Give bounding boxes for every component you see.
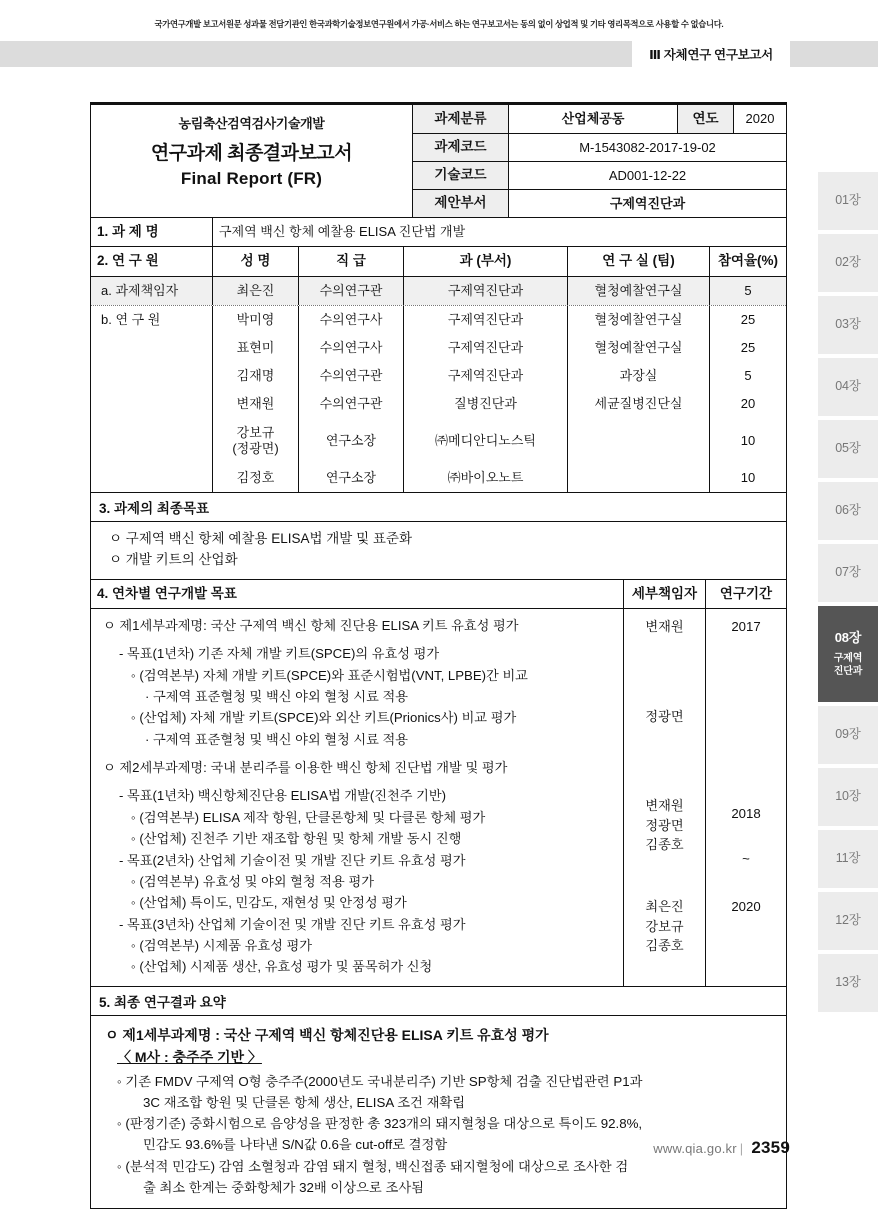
table-row [91,390,786,418]
summary-item-line: 민감도 93.6%를 나타낸 S/N값 0.6을 cut-off로 결정함 [143,1137,448,1153]
final-goal-item: ㅇ 구제역 백신 항체 예찰용 ELISA법 개발 및 표준화 [109,531,413,546]
goal-owner-name: 변재원 정광면 김종호 [645,797,684,853]
annual-goal-owners [624,609,706,986]
footer-site-url[interactable]: www.qia.go.kr [653,1141,737,1156]
goal-line: ◦ (산업체) 자체 개발 키트(SPCE)와 외산 키트(Prionics사) 비교 평가 [131,710,517,726]
researcher-rate: 5 [710,277,786,305]
final-goal-item: ㅇ 개발 키트의 산업화 [109,551,238,567]
annual-goal-lines [91,609,624,986]
goal-period-value: 2020 [731,898,761,914]
goal-owner-name: 최은진 강보규 김종호 [645,898,684,954]
column-header-period: 연구기간 [719,585,773,601]
researcher-role: b. 연 구 원 [91,306,213,334]
section-5-body [91,1016,786,1208]
report-title-main: 연구과제 최종결과보고서 [150,143,353,164]
goal-owner-name: 변재원 [645,618,684,634]
summary-item-line: ◦ 기존 FMDV 구제역 O형 충주주(2000년도 국내분리주) 기반 SP항체 검출 진단법관련 P1과 [117,1073,643,1089]
chapter-tab-11[interactable] [818,830,878,888]
chapter-tab-number: 12장 [835,913,861,928]
summary-item [105,1071,774,1114]
researcher-lab: 과장실 [568,362,710,390]
goal-line-spacer [101,636,617,643]
meta-row-project-code [413,134,786,162]
researcher-name: 김재명 [213,362,299,390]
chapter-tab-10[interactable] [818,768,878,826]
chapter-tab-number: 03장 [835,317,861,332]
researcher-lab [568,418,710,464]
goal-period-value: 2017 [731,618,761,634]
researcher-rate: 10 [740,433,756,449]
page-footer [0,1138,790,1158]
researcher-lab [568,464,710,492]
summary-item [105,1156,774,1199]
goal-line: ㅇ 제2세부과제명: 국내 분리주를 이용한 백신 항체 진단법 개발 및 평가 [103,760,508,776]
goal-period-value: 2018 [731,805,761,821]
meta-row-classification [413,105,786,134]
chapter-tab-number: 09장 [835,727,861,742]
section-2-header-row [91,247,786,277]
chapter-tab-number: 06장 [835,503,861,518]
table-row [91,334,786,362]
chapter-tab-07[interactable] [818,544,878,602]
researcher-dept: 구제역진단과 [404,306,568,334]
table-row [91,277,786,306]
section-4-body [91,609,786,987]
program-name: 농림축산검역검사기술개발 [178,116,325,131]
chapter-tab-number: 02장 [835,255,861,270]
report-meta-table [413,105,786,218]
column-header-dept: 과 (부서) [404,247,568,276]
running-head-band-left [0,41,632,67]
goal-line: ◦ (검역본부) 유효성 및 야외 혈청 적용 평가 [131,873,374,889]
goal-line: ◦ (검역본부) ELISA 제작 항원, 단클론항체 및 다클론 항체 평가 [131,809,486,825]
summary-item-line: ◦ (분석적 민감도) 감염 소혈청과 감염 돼지 혈청, 백신접종 돼지혈청에 대상으로 조사한 검 [117,1158,629,1174]
chapter-tab-number: 11장 [835,851,861,866]
chapter-tab-03[interactable] [818,296,878,354]
goal-line: ◦ (산업체) 시제품 생산, 유효성 평가 및 품목허가 신청 [131,959,433,975]
researcher-dept: ㈜메디안디노스틱 [404,418,568,464]
researcher-lab: 혈청예찰연구실 [568,277,710,305]
chapter-tab-04[interactable] [818,358,878,416]
researcher-name: 변재원 [213,390,299,418]
researcher-lab: 혈청예찰연구실 [568,306,710,334]
meta-label-year: 연도 [678,105,734,133]
chapter-tab-01[interactable] [818,172,878,230]
section-3-label: 3. 과제의 최종목표 [91,493,786,522]
researcher-rate: 25 [740,312,756,328]
researcher-dept: 질병진단과 [404,390,568,418]
meta-label-classification: 과제분류 [413,105,509,133]
section-2-label: 2. 연 구 원 [91,247,213,276]
chapter-tab-number: 08장 [834,630,862,646]
summary-subheading: 〈 M사 : 충주주 기반 〉 [117,1049,262,1066]
column-header-rank: 직 급 [299,247,404,276]
meta-label-tech-code: 기술코드 [413,162,509,189]
goal-line: - 목표(2년차) 산업체 기술이전 및 개발 진단 키트 유효성 평가 [119,852,466,868]
researcher-name: 최은진 [213,277,299,305]
meta-label-project-code: 과제코드 [413,134,509,161]
researcher-dept: 구제역진단과 [404,334,568,362]
column-header-lab: 연 구 실 (팀) [568,247,710,276]
chapter-tab-12[interactable] [818,892,878,950]
report-document [90,102,787,1209]
goal-line: ◦ (검역본부) 자체 개발 키트(SPCE)와 표준시험법(VNT, LPBE)간 비교 [131,667,528,683]
goal-period-value: ~ [742,850,750,866]
running-head-title: Ⅲ 자체연구 연구보고서 [632,41,790,67]
meta-row-proposing-dept [413,190,786,218]
section-2-body [91,277,786,493]
chapter-tab-subtitle: 구제역 진단과 [833,652,863,677]
researcher-role [91,418,213,464]
annual-goal-periods [706,609,786,986]
report-title-sub: Final Report (FR) [180,168,323,188]
researcher-role: a. 과제책임자 [91,277,213,305]
researcher-role [91,362,213,390]
report-title-left [91,105,413,218]
column-header-name: 성 명 [213,247,299,276]
section-1-label: 1. 과 제 명 [91,218,213,246]
summary-item-list [105,1071,774,1199]
researcher-rank: 연구소장 [299,464,404,492]
goal-line-spacer [101,778,617,785]
chapter-tab-08[interactable] [818,606,878,702]
footer-page-number: 2359 [751,1138,790,1157]
meta-row-tech-code [413,162,786,190]
section-3-body [91,522,786,580]
goal-line: ◦ (산업체) 특이도, 민감도, 재현성 및 안정성 평가 [131,895,407,911]
table-row [91,362,786,390]
chapter-tab-02[interactable] [818,234,878,292]
report-title-block [91,105,786,218]
researcher-rank: 수의연구관 [299,277,404,305]
goal-line-spacer [101,750,617,757]
researcher-role [91,334,213,362]
researcher-name: 박미영 [213,306,299,334]
researcher-rank: 수의연구사 [299,334,404,362]
meta-value-project-code: M-1543082-2017-19-02 [579,139,716,155]
researcher-rank: 수의연구관 [299,362,404,390]
meta-value-tech-code: AD001-12-22 [608,167,687,183]
researcher-name: 김정호 [213,464,299,492]
goal-line: · 구제역 표준혈청 및 백신 야외 혈청 시료 적용 [145,731,409,747]
researcher-name: 강보규 (정광면) [213,418,299,464]
goal-line: · 구제역 표준혈청 및 백신 야외 혈청 시료 적용 [145,688,409,704]
meta-value-classification: 산업체공동 [509,105,678,133]
meta-value-year: 2020 [745,111,775,127]
researcher-dept: ㈜바이오노트 [404,464,568,492]
chapter-tab-number: 13장 [835,975,861,990]
chapter-tab-number: 01장 [835,193,861,208]
section-1-project-name [91,218,786,247]
section-5-label: 5. 최종 연구결과 요약 [91,987,786,1016]
researcher-rate: 5 [744,368,752,384]
chapter-tab-05[interactable] [818,420,878,478]
researcher-role [91,390,213,418]
chapter-tab-13[interactable] [818,954,878,1012]
researcher-rate: 20 [740,396,756,412]
researcher-rate: 10 [740,470,756,486]
column-header-owner: 세부책임자 [624,580,706,608]
chapter-tab-number: 07장 [835,565,861,580]
researcher-dept: 구제역진단과 [404,362,568,390]
chapter-tab-06[interactable] [818,482,878,540]
goal-line: ㅇ 제1세부과제명: 국산 구제역 백신 항체 진단용 ELISA 키트 유효성 평가 [103,617,519,633]
researcher-lab: 혈청예찰연구실 [568,334,710,362]
summary-item-line: ◦ (판정기준) 중화시험으로 음양성을 판정한 총 323개의 돼지혈청을 대상으로 특이도 92.8%, [117,1116,643,1132]
running-head-bar [0,41,878,67]
table-row [91,306,786,334]
section-4-label: 4. 연차별 연구개발 목표 [91,580,624,608]
chapter-tab-number: 05장 [835,441,861,456]
section-1-value: 구제역 백신 항체 예찰용 ELISA 진단법 개발 [219,224,466,240]
researcher-rank: 수의연구관 [299,390,404,418]
summary-item-line: 출 최소 한계는 중화항체가 32배 이상으로 조사됨 [143,1179,425,1195]
summary-item-line: 3C 재조합 항원 및 단클론 항체 생산, ELISA 조건 재확립 [143,1094,466,1110]
chapter-tab-number: 10장 [835,789,861,804]
researcher-rank: 수의연구사 [299,306,404,334]
researcher-name: 표현미 [213,334,299,362]
goal-line: - 목표(1년차) 백신항체진단용 ELISA법 개발(진천주 기반) [119,788,447,804]
researcher-rank: 연구소장 [299,418,404,464]
chapter-tab-number: 04장 [835,379,861,394]
goal-line: ◦ (검역본부) 시제품 유효성 평가 [131,938,312,954]
goal-line: - 목표(1년차) 기존 자체 개발 키트(SPCE)의 유효성 평가 [119,646,440,662]
researcher-rate: 25 [740,340,756,356]
table-row [91,464,786,493]
footer-separator: | [739,1141,744,1156]
goal-line: ◦ (산업체) 진천주 기반 재조합 항원 및 항체 개발 동시 진행 [131,831,462,847]
goal-owner-name: 정광면 [645,708,684,724]
chapter-tab-09[interactable] [818,706,878,764]
legal-disclaimer: 국가연구개발 보고서원문 성과물 전담기관인 한국과학기술정보연구원에서 가공·서비스 하는 연구보고서는 동의 없이 상업적 및 기타 영리목적으로 사용할 수 없습니다. [154,19,724,29]
meta-value-proposing-dept: 구제역진단과 [609,195,686,211]
summary-heading: ㅇ 제1세부과제명 : 국산 구제역 백신 항체진단용 ELISA 키트 유효성 평가 [105,1026,549,1043]
table-row [91,418,786,464]
chapter-tab-rail [818,172,878,1016]
goal-line: - 목표(3년차) 산업체 기술이전 및 개발 진단 키트 유효성 평가 [119,916,466,932]
section-4-header-row [91,580,786,609]
running-head-band-right [790,41,878,67]
meta-label-proposing-dept: 제안부서 [413,190,509,217]
researcher-dept: 구제역진단과 [404,277,568,305]
researcher-lab: 세균질병진단실 [568,390,710,418]
column-header-rate: 참여율(%) [710,247,786,276]
researcher-role [91,464,213,492]
